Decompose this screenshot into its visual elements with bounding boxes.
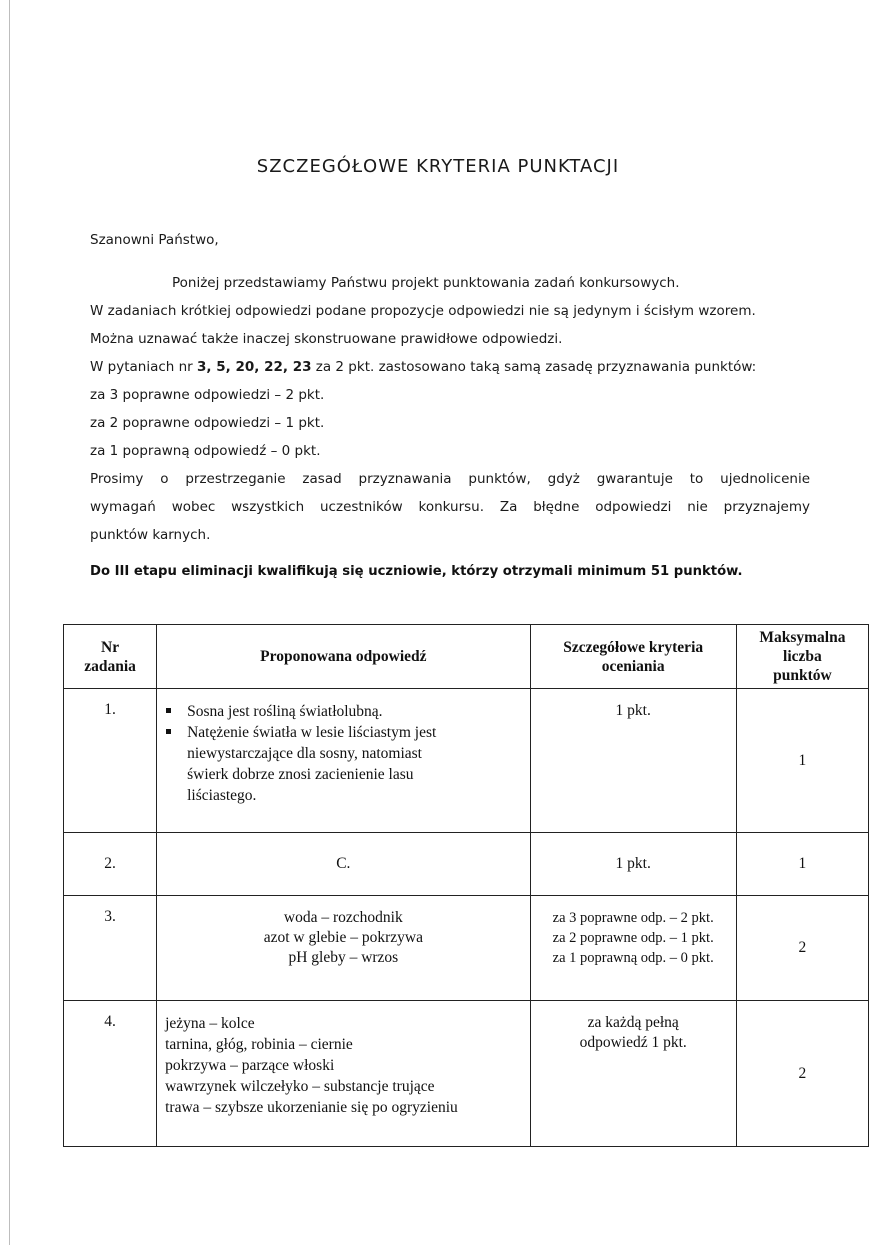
task-number: 1. bbox=[64, 689, 157, 833]
task-number: 2. bbox=[64, 833, 157, 896]
criteria-line: za 1 poprawną odp. – 0 pkt. bbox=[552, 950, 714, 966]
header-answer: Proponowana odpowiedź bbox=[157, 625, 530, 689]
table-row bbox=[64, 689, 869, 833]
request-line: punktów karnych. bbox=[90, 527, 211, 543]
scoring-line: za 1 poprawną odpowiedź – 0 pkt. bbox=[90, 443, 321, 459]
intro-line: Poniżej przedstawiamy Państwu projekt punktowania zadań konkursowych. bbox=[172, 275, 680, 291]
header-nr: Nr zadania bbox=[64, 625, 157, 689]
answer-line: trawa – szybsze ukorzenianie się po ogryzieniu bbox=[165, 1099, 458, 1116]
max-points-cell: 2 bbox=[736, 1001, 868, 1147]
max-points-cell: 1 bbox=[736, 689, 868, 833]
answer-bullet-list bbox=[157, 689, 529, 806]
task-number: 3. bbox=[64, 896, 157, 1001]
answer-line: jeżyna – kolce bbox=[165, 1015, 255, 1032]
page-title: SZCZEGÓŁOWE KRYTERIA PUNKTACJI bbox=[256, 156, 620, 177]
intro-paragraph bbox=[90, 269, 810, 549]
table-row bbox=[64, 896, 869, 1001]
answer-line: azot w glebie – pokrzywa bbox=[263, 929, 423, 946]
criteria-line: za 2 poprawne odp. – 1 pkt. bbox=[552, 930, 714, 946]
answer-cell bbox=[157, 896, 530, 1001]
answer-line: pokrzywa – parzące włoski bbox=[165, 1057, 335, 1074]
table-row bbox=[64, 1001, 869, 1147]
page-edge-line bbox=[9, 0, 10, 1245]
answer-cell bbox=[157, 689, 530, 833]
request-line: Prosimy o przestrzeganie zasad przyznawania punktów, gdyż gwarantuje to ujednolicenie bbox=[90, 471, 810, 487]
answer-cell bbox=[157, 1001, 530, 1147]
task-number: 4. bbox=[64, 1001, 157, 1147]
criteria-table bbox=[63, 624, 869, 1147]
answer-bullet: Natężenie światła w lesie liściastym jest niewystarczające dla sosny, natomiast świerk dobrze znosi zacienienie lasu liściastego. bbox=[187, 722, 519, 806]
criteria-line: za 3 poprawne odp. – 2 pkt. bbox=[552, 910, 714, 926]
rule-questions: 3, 5, 20, 22, 23 bbox=[197, 359, 312, 375]
greeting: Szanowni Państwo, bbox=[90, 232, 219, 248]
criteria-cell bbox=[530, 896, 736, 1001]
table-row bbox=[64, 833, 869, 896]
criteria-cell: 1 pkt. bbox=[530, 689, 736, 833]
request-line: wymagań wobec wszystkich uczestników konkursu. Za błędne odpowiedzi nie przyznajemy bbox=[90, 499, 810, 515]
answer-line: woda – rozchodnik bbox=[283, 909, 403, 926]
criteria-line: odpowiedź 1 pkt. bbox=[579, 1034, 687, 1051]
criteria-cell: 1 pkt. bbox=[530, 833, 736, 896]
answer-line: wawrzynek wilczełyko – substancje trujące bbox=[165, 1078, 435, 1095]
intro-line: Można uznawać także inaczej skonstruowane prawidłowe odpowiedzi. bbox=[90, 331, 563, 347]
answer-cell: C. bbox=[157, 833, 530, 896]
table-header-row bbox=[64, 625, 869, 689]
answer-line: pH gleby – wrzos bbox=[288, 949, 399, 966]
answer-bullet: Sosna jest rośliną światłolubną. bbox=[187, 701, 519, 722]
criteria-line: za każdą pełną bbox=[587, 1014, 679, 1031]
criteria-cell bbox=[530, 1001, 736, 1147]
scoring-line: za 2 poprawne odpowiedzi – 1 pkt. bbox=[90, 415, 325, 431]
scoring-line: za 3 poprawne odpowiedzi – 2 pkt. bbox=[90, 387, 325, 403]
max-points-cell: 1 bbox=[736, 833, 868, 896]
qualification-notice: Do III etapu eliminacji kwalifikują się uczniowie, którzy otrzymali minimum 51 punktów. bbox=[90, 564, 743, 579]
scoring-rule bbox=[90, 353, 810, 381]
rule-suffix: za 2 pkt. zastosowano taką samą zasadę przyznawania punktów: bbox=[311, 359, 757, 375]
max-points-cell: 2 bbox=[736, 896, 868, 1001]
header-criteria: Szczegółowe kryteria oceniania bbox=[530, 625, 736, 689]
intro-line: W zadaniach krótkiej odpowiedzi podane propozycje odpowiedzi nie są jedynym i ścisłym wzorem. bbox=[90, 303, 756, 319]
answer-line: tarnina, głóg, robinia – ciernie bbox=[165, 1036, 353, 1053]
rule-prefix: W pytaniach nr bbox=[90, 359, 198, 375]
header-max: Maksymalna liczba punktów bbox=[736, 625, 868, 689]
